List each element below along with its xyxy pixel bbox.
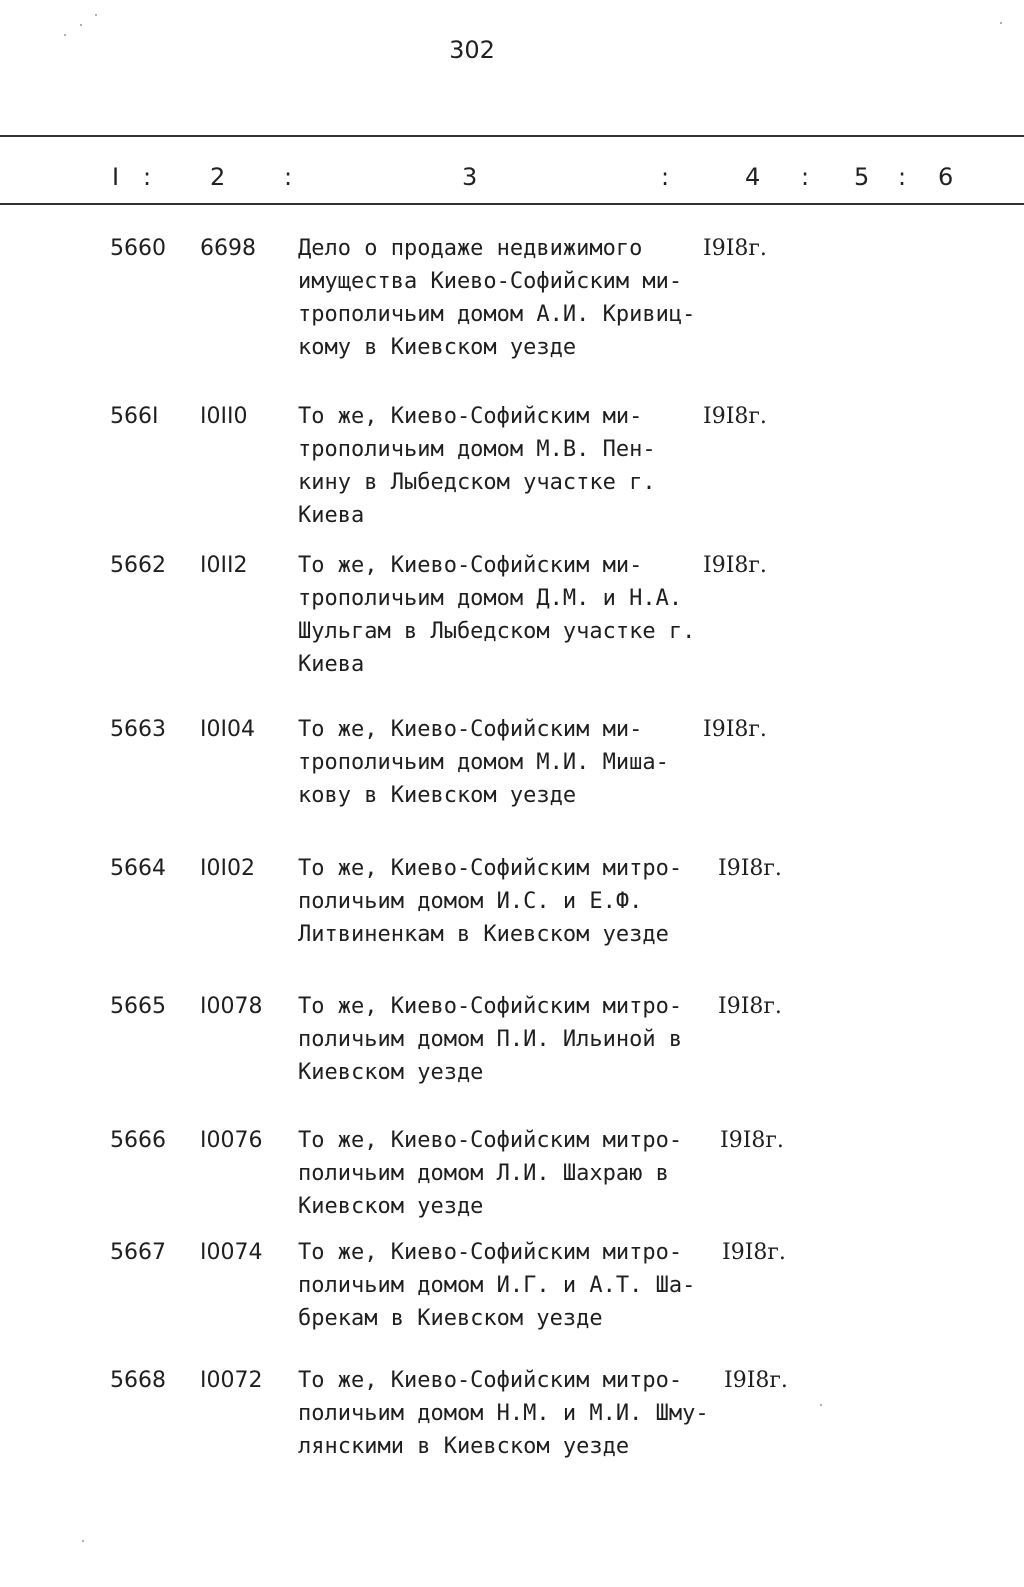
scan-speck — [82, 1540, 84, 1542]
row-description — [298, 400, 723, 532]
description-line: трополичьим домом М.И. Миша- — [298, 750, 669, 775]
description-line: То же, Киево-Софийским ми- — [298, 553, 643, 578]
description-line: лянскими в Киевском уезде — [298, 1434, 630, 1459]
row-date: I9I8г. — [703, 404, 767, 429]
page-number: 302 — [449, 36, 495, 64]
description-line: То же, Киево-Софийским ми- — [298, 404, 643, 429]
row-number: 5668 — [110, 1368, 166, 1393]
row-number: 5660 — [110, 236, 166, 261]
row-reference: I0074 — [200, 1240, 263, 1265]
description-line: То же, Киево-Софийским митро- — [298, 1368, 683, 1393]
description-line: трополичьим домом М.В. Пен- — [298, 437, 656, 462]
description-line: имущества Киево-Софийским ми- — [298, 269, 683, 294]
row-reference: I0076 — [200, 1128, 263, 1153]
description-line: брекам в Киевском уезде — [298, 1306, 603, 1331]
row-number: 5666 — [110, 1128, 166, 1153]
scan-speck — [820, 1404, 822, 1406]
row-reference: 6698 — [200, 236, 256, 261]
row-date: I9I8г. — [724, 1368, 788, 1393]
column-header-3: 3 — [462, 163, 478, 191]
description-line: Киевском уезде — [298, 1060, 484, 1085]
column-header-1: I — [112, 163, 120, 191]
description-line: То же, Киево-Софийским митро- — [298, 1240, 683, 1265]
description-line: поличьим домом И.С. и Е.Ф. — [298, 889, 643, 914]
row-date: I9I8г. — [722, 1240, 786, 1265]
row-reference: I0II0 — [200, 404, 248, 429]
description-line: Шульгам в Лыбедском участке г. — [298, 619, 696, 644]
description-line: поличьим домом И.Г. и А.Т. Ша- — [298, 1273, 696, 1298]
header-rule-bottom — [0, 203, 1024, 205]
column-header-4: 4 — [745, 163, 761, 191]
description-line: Киева — [298, 503, 365, 528]
scan-speck — [64, 34, 66, 36]
header-rule-top — [0, 135, 1024, 137]
description-line: кову в Киевском уезде — [298, 783, 577, 808]
description-line: кому в Киевском уезде — [298, 335, 577, 360]
row-description — [298, 232, 723, 364]
description-line: То же, Киево-Софийским митро- — [298, 1128, 683, 1153]
row-number: 5664 — [110, 856, 166, 881]
column-separator: : — [143, 163, 152, 191]
description-line: трополичьим домом А.И. Кривиц- — [298, 302, 696, 327]
description-line: поличьим домом П.И. Ильиной в — [298, 1027, 683, 1052]
column-separator: : — [801, 163, 810, 191]
scan-speck — [80, 24, 82, 26]
row-description — [298, 713, 723, 812]
row-number: 5665 — [110, 994, 166, 1019]
row-description — [298, 852, 723, 951]
description-line: То же, Киево-Софийским митро- — [298, 856, 683, 881]
row-reference: I0I02 — [200, 856, 255, 881]
scan-speck — [1000, 22, 1002, 24]
row-description — [298, 990, 723, 1089]
description-line: То же, Киево-Софийским ми- — [298, 717, 643, 742]
description-line: Дело о продаже недвижимого — [298, 236, 643, 261]
column-header-5: 5 — [854, 163, 870, 191]
row-date: I9I8г. — [703, 553, 767, 578]
row-description — [298, 1236, 723, 1335]
row-number: 5667 — [110, 1240, 166, 1265]
column-header-6: 6 — [938, 163, 954, 191]
description-line: Киевском уезде — [298, 1194, 484, 1219]
description-line: Киева — [298, 652, 365, 677]
column-separator: : — [661, 163, 670, 191]
description-line: кину в Лыбедском участке г. — [298, 470, 656, 495]
row-reference: I0I04 — [200, 717, 255, 742]
row-date: I9I8г. — [703, 236, 767, 261]
description-line: То же, Киево-Софийским митро- — [298, 994, 683, 1019]
row-date: I9I8г. — [718, 856, 782, 881]
row-reference: I0II2 — [200, 553, 248, 578]
column-header — [0, 163, 1024, 199]
row-reference: I0078 — [200, 994, 263, 1019]
description-line: поличьим домом Л.И. Шахраю в — [298, 1161, 669, 1186]
row-number: 5663 — [110, 717, 166, 742]
scan-speck — [95, 14, 97, 16]
row-date: I9I8г. — [703, 717, 767, 742]
row-number: 5662 — [110, 553, 166, 578]
row-description — [298, 1124, 723, 1223]
column-separator: : — [284, 163, 293, 191]
row-date: I9I8г. — [720, 1128, 784, 1153]
column-separator: : — [898, 163, 907, 191]
row-description — [298, 1364, 723, 1463]
row-reference: I0072 — [200, 1368, 263, 1393]
description-line: трополичьим домом Д.М. и Н.А. — [298, 586, 683, 611]
column-header-2: 2 — [210, 163, 226, 191]
row-number: 566I — [110, 404, 159, 429]
row-description — [298, 549, 723, 681]
description-line: Литвиненкам в Киевском уезде — [298, 922, 669, 947]
row-date: I9I8г. — [718, 994, 782, 1019]
description-line: поличьим домом Н.М. и М.И. Шму- — [298, 1401, 709, 1426]
